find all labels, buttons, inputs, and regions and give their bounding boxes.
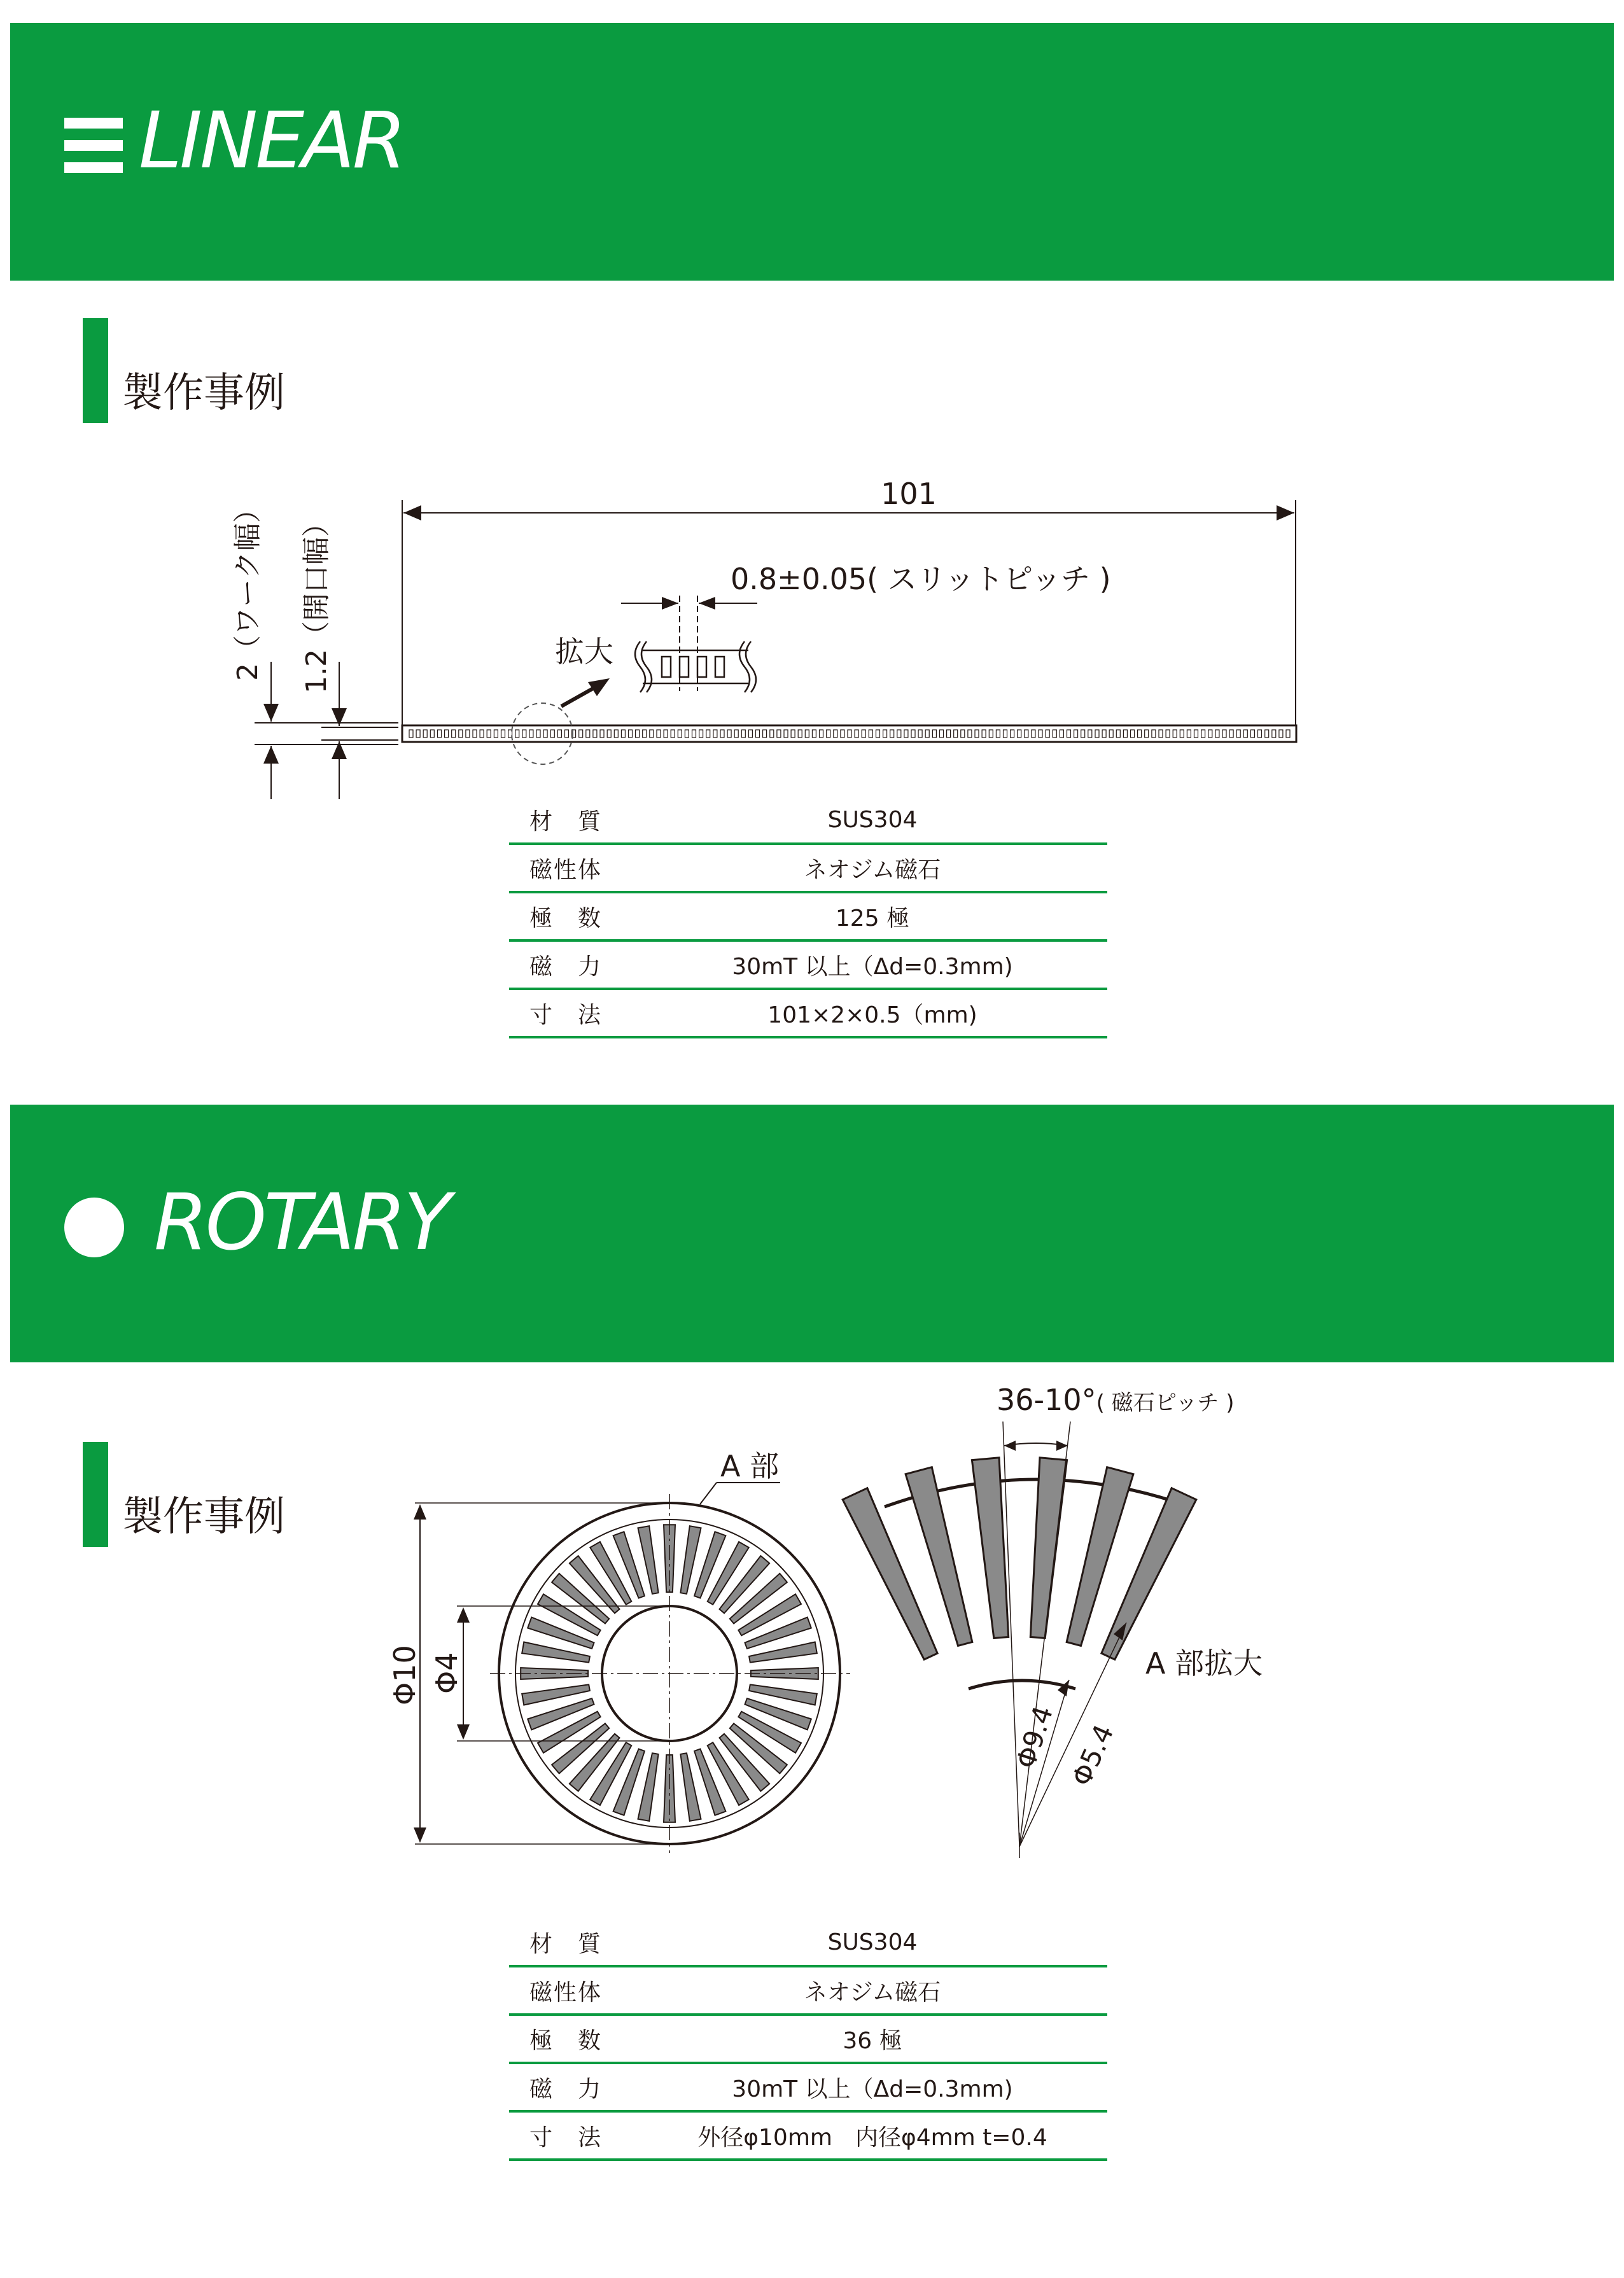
strip-slit — [438, 730, 442, 737]
strip-slit — [473, 730, 477, 737]
strip-slit — [543, 730, 547, 737]
strip-slit — [522, 730, 526, 737]
heading-accent-bar — [83, 318, 108, 423]
spec-label: 材 質 — [509, 1919, 663, 1966]
strip-slit — [593, 730, 597, 737]
strip-slit — [494, 730, 498, 737]
strip-slit — [876, 730, 880, 737]
strip-slit — [536, 730, 540, 737]
pitch-label: 36-10°( 磁石ピッチ ) — [997, 1383, 1235, 1417]
strip-slit — [1166, 730, 1170, 737]
strip-slit — [1145, 730, 1149, 737]
strip-slit — [607, 730, 611, 737]
strip-slit — [827, 730, 830, 737]
strip-slit — [1159, 730, 1163, 737]
strip-slit — [805, 730, 809, 737]
strip-slit — [1039, 730, 1042, 737]
spec-row — [509, 2015, 1107, 2063]
detail-slit — [972, 1458, 1008, 1639]
strip-slit — [932, 730, 936, 737]
strip-slit — [1152, 730, 1156, 737]
strip-slit — [748, 730, 752, 737]
strip-slit — [1243, 730, 1247, 737]
strip-slit — [834, 730, 837, 737]
strip-slit — [911, 730, 915, 737]
strip-slit — [883, 730, 887, 737]
strip-slit — [1011, 730, 1014, 737]
strip-slit — [869, 730, 872, 737]
strip-slit — [515, 730, 519, 737]
strip-slit — [671, 730, 675, 737]
detail-slits — [843, 1458, 1196, 1660]
strip-slit — [841, 730, 844, 737]
spec-row — [509, 2111, 1107, 2160]
spec-value: 36 極 — [663, 2015, 1107, 2063]
strip-slit — [579, 730, 583, 737]
work-width-label: 2（ワーク幅） — [232, 495, 264, 681]
strip-slit — [862, 730, 865, 737]
strip-slit — [678, 730, 682, 737]
strip-slit — [699, 730, 703, 737]
rotary-heading-text: 製作事例 — [122, 1493, 285, 1541]
spec-label: 極 数 — [509, 892, 663, 940]
rotary-title: ROTARY — [154, 1177, 449, 1268]
strip-slit — [996, 730, 1000, 737]
spec-value: ネオジム磁石 — [663, 1966, 1107, 2015]
spec-value: SUS304 — [663, 1919, 1107, 1966]
strip-slit — [706, 730, 710, 737]
strip-slit — [529, 730, 533, 737]
spec-value: 101×2×0.5（mm) — [663, 989, 1107, 1037]
strip-slit — [621, 730, 625, 737]
strip-slit — [770, 730, 774, 737]
strip-slit — [1109, 730, 1113, 737]
strip-slit — [1032, 730, 1035, 737]
strip-slit — [557, 730, 561, 737]
strip-slit — [940, 730, 944, 737]
strip-slit — [727, 730, 731, 737]
spec-row — [509, 844, 1107, 892]
strip-slit — [586, 730, 590, 737]
detail-slit — [1030, 1458, 1067, 1639]
strip-slit — [904, 730, 908, 737]
strip-slit — [614, 730, 618, 737]
strip-slit — [982, 730, 986, 737]
strip-slit — [1095, 730, 1099, 737]
spec-value: ネオジム磁石 — [663, 844, 1107, 892]
strip-slit — [550, 730, 554, 737]
spec-label: 磁性体 — [509, 844, 663, 892]
strip-slit — [1123, 730, 1127, 737]
strip-slit — [961, 730, 965, 737]
strip-slit — [657, 730, 661, 737]
strip-slit — [1025, 730, 1028, 737]
spec-value: SUS304 — [663, 797, 1107, 844]
strip-slit — [636, 730, 640, 737]
strip-slit — [890, 730, 894, 737]
strip-slit — [600, 730, 604, 737]
strip-slit — [713, 730, 717, 737]
linear-title: LINEAR — [139, 95, 404, 186]
strip-slit — [1138, 730, 1142, 737]
spec-value: 外径φ10mm 内径φ4mm t=0.4 — [663, 2111, 1107, 2160]
strip-slit — [409, 730, 413, 737]
strip-slit — [1265, 730, 1269, 737]
strip-slit — [734, 730, 738, 737]
strip-slit — [685, 730, 689, 737]
strip-slit — [1236, 730, 1240, 737]
detail-label: A 部拡大 — [1145, 1646, 1263, 1681]
linear-heading-text: 製作事例 — [122, 370, 285, 417]
strip-slit — [430, 730, 434, 737]
strip-slit — [1018, 730, 1021, 737]
strip-slit — [784, 730, 788, 737]
strip-slit — [1088, 730, 1092, 737]
spec-value: 30mT 以上（Δd=0.3mm) — [663, 2063, 1107, 2111]
strip-slit — [1180, 730, 1184, 737]
strip-slit — [565, 730, 569, 737]
strip-slit — [1067, 730, 1071, 737]
length-label: 101 — [881, 477, 937, 511]
strip-slit — [1208, 730, 1212, 737]
strip-slit — [798, 730, 802, 737]
strip-slit — [1201, 730, 1205, 737]
strip-slit — [1173, 730, 1177, 737]
spec-row — [509, 2063, 1107, 2111]
strip-slit — [1272, 730, 1276, 737]
spec-row — [509, 1966, 1107, 2015]
strip-slit — [466, 730, 470, 737]
detail-sector — [843, 1422, 1196, 1858]
strip-slit — [855, 730, 858, 737]
zoom-label: 拡大 — [555, 634, 613, 669]
strip-slit — [1194, 730, 1198, 737]
strip-slit — [1250, 730, 1254, 737]
spec-value: 30mT 以上（Δd=0.3mm) — [663, 940, 1107, 989]
strip-slit — [820, 730, 823, 737]
spec-row — [509, 940, 1107, 989]
opening-width-label: 1.2（開口幅） — [300, 509, 333, 694]
spec-row — [509, 797, 1107, 844]
spec-label: 磁 力 — [509, 2063, 663, 2111]
strip-slit — [918, 730, 922, 737]
strip-slit — [1258, 730, 1262, 737]
circle-icon — [64, 1198, 124, 1257]
strip-slit — [1286, 730, 1290, 737]
spec-value: 125 極 — [663, 892, 1107, 940]
strip-slit — [741, 730, 745, 737]
rotary-drawing — [0, 1368, 1624, 1877]
linear-drawing — [0, 471, 1624, 802]
strip-slit — [487, 730, 491, 737]
outer-diameter-label: Φ10 — [388, 1645, 422, 1705]
strip-slit — [1187, 730, 1191, 737]
strip-slit — [1081, 730, 1085, 737]
strip-slit — [1215, 730, 1219, 737]
strip-slit — [423, 730, 427, 737]
rotary-disc — [490, 1494, 850, 1853]
strip-slit — [763, 730, 767, 737]
strip-slit — [416, 730, 420, 737]
strip-slit — [501, 730, 505, 737]
strip-slit — [975, 730, 979, 737]
strip-slit — [1004, 730, 1007, 737]
spec-label: 寸 法 — [509, 989, 663, 1037]
spec-label: 材 質 — [509, 797, 663, 844]
strip-slit — [925, 730, 929, 737]
spec-label: 磁 力 — [509, 940, 663, 989]
strip-slit — [1222, 730, 1226, 737]
strip-slit — [968, 730, 972, 737]
strip-slit — [989, 730, 993, 737]
linear-banner — [10, 23, 1614, 281]
strip-slit — [1046, 730, 1049, 737]
strip-slit — [756, 730, 760, 737]
slit-pitch-label: 0.8±0.05( スリットピッチ ) — [731, 562, 1111, 596]
strip-slit — [1279, 730, 1283, 737]
strip-slit — [791, 730, 795, 737]
strip-slit — [720, 730, 724, 737]
inner-diameter-label: Φ4 — [430, 1652, 464, 1694]
strip-slit — [1053, 730, 1056, 737]
spec-row — [509, 989, 1107, 1037]
strip-slit — [643, 730, 647, 737]
strip-slit — [664, 730, 668, 737]
spec-row — [509, 892, 1107, 940]
strip-slit — [1060, 730, 1063, 737]
strip-slit — [897, 730, 901, 737]
strip-slit — [650, 730, 654, 737]
spec-label: 磁性体 — [509, 1966, 663, 2015]
strip-slit — [1229, 730, 1233, 737]
strip-slit — [459, 730, 463, 737]
rotary-banner — [10, 1105, 1614, 1362]
strip-slit — [692, 730, 696, 737]
strip-slit — [947, 730, 951, 737]
strip-slit — [480, 730, 484, 737]
strip-slit — [812, 730, 816, 737]
strip-slit — [445, 730, 449, 737]
strip-slit — [777, 730, 781, 737]
d54-label: Φ5.4 — [1065, 1719, 1120, 1791]
strip-slit — [452, 730, 456, 737]
strip-slit — [848, 730, 851, 737]
spec-label: 寸 法 — [509, 2111, 663, 2160]
strip-slit — [1074, 730, 1078, 737]
part-label: A 部 — [720, 1449, 780, 1483]
strip-slit — [1116, 730, 1120, 737]
spec-row — [509, 1919, 1107, 1966]
strip-slit — [1102, 730, 1106, 737]
spec-label: 極 数 — [509, 2015, 663, 2063]
rotary-spec-table — [509, 1919, 1107, 2161]
strip-slit — [1131, 730, 1135, 737]
strip-slit — [954, 730, 958, 737]
d94-label: Φ9.4 — [1009, 1702, 1060, 1773]
slit-detail — [621, 596, 757, 692]
strip-slit — [629, 730, 633, 737]
linear-spec-table — [509, 797, 1107, 1038]
